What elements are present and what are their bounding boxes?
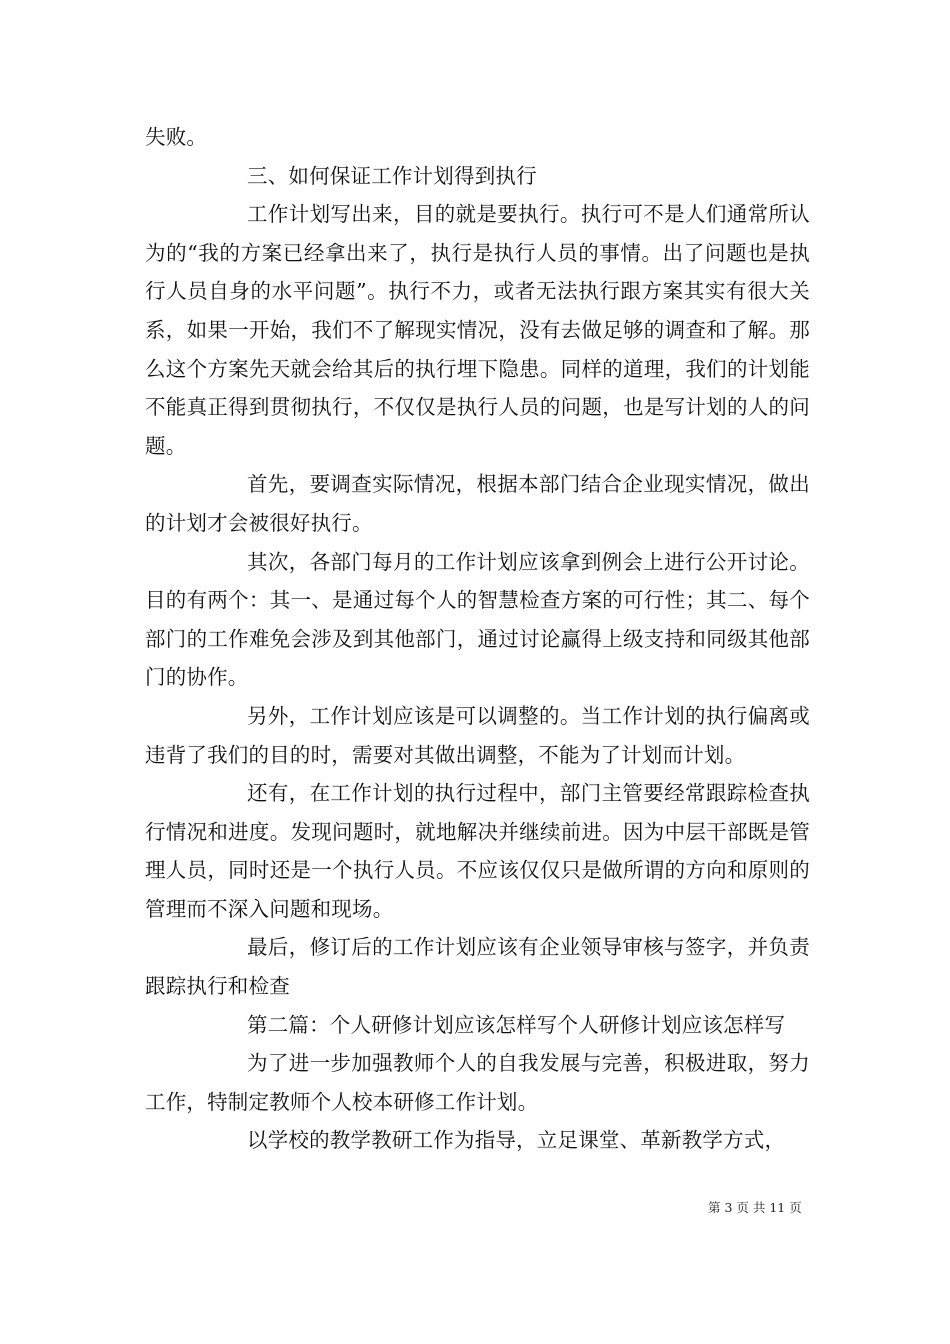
paragraph-finally: 最后，修订后的工作计划应该有企业领导审核与签字，并负责跟踪执行和检查 xyxy=(145,935,810,999)
section-heading: 三、如何保证工作计划得到执行 xyxy=(247,163,537,188)
paragraph-purpose: 为了进一步加强教师个人的自我发展与完善，积极进取，努力工作，特制定教师个人校本研修工作计划。 xyxy=(145,1051,810,1114)
paragraph-continuation: 失败。 xyxy=(145,125,208,149)
paragraph-execution-intro: 工作计划写出来，目的就是要执行。执行可不是人们通常所认为的“我的方案已经拿出来了，执行是执行人员的事情。出了问题也是执行人员自身的水平问题”。执行不力，或者无法执行跟方案其实有很大关系，如果一开始，我们不了解现实情况，没有去做足够的调查和了解。那么这个方案先天就会给其后的执行埋下隐患。同样的道理，我们的计划能不能真正得到贯彻执行，不仅仅是执行人员的问题，也是写计划的人的问题。 xyxy=(145,202,810,458)
paragraph-first: 首先，要调查实际情况，根据本部门结合企业现实情况，做出的计划才会被很好执行。 xyxy=(145,472,810,535)
document-body xyxy=(145,118,810,1160)
paragraph-second: 其次，各部门每月的工作计划应该拿到例会上进行公开讨论。目的有两个：其一、是通过每个人的智慧检查方案的可行性；其二、每个部门的工作难免会涉及到其他部门，通过讨论赢得上级支持和同级其他部门的协作。 xyxy=(145,549,810,690)
paragraph-adjustment: 另外，工作计划应该是可以调整的。当工作计划的执行偏离或违背了我们的目的时，需要对其做出调整，不能为了计划而计划。 xyxy=(145,703,810,767)
chapter-title: 第二篇：个人研修计划应该怎样写个人研修计划应该怎样写 xyxy=(247,1012,786,1037)
paragraph-tracking: 还有，在工作计划的执行过程中，部门主管要经常跟踪检查执行情况和进度。发现问题时，就地解决并继续前进。因为中层干部既是管理人员，同时还是一个执行人员。不应该仅仅只是做所谓的方向和原则的管理而不深入问题和现场。 xyxy=(145,781,810,921)
paragraph-guidance: 以学校的教学教研工作为指导，立足课堂、革新教学方式， xyxy=(247,1128,786,1153)
page-number-footer: 第 3 页 共 11 页 xyxy=(708,1200,802,1215)
